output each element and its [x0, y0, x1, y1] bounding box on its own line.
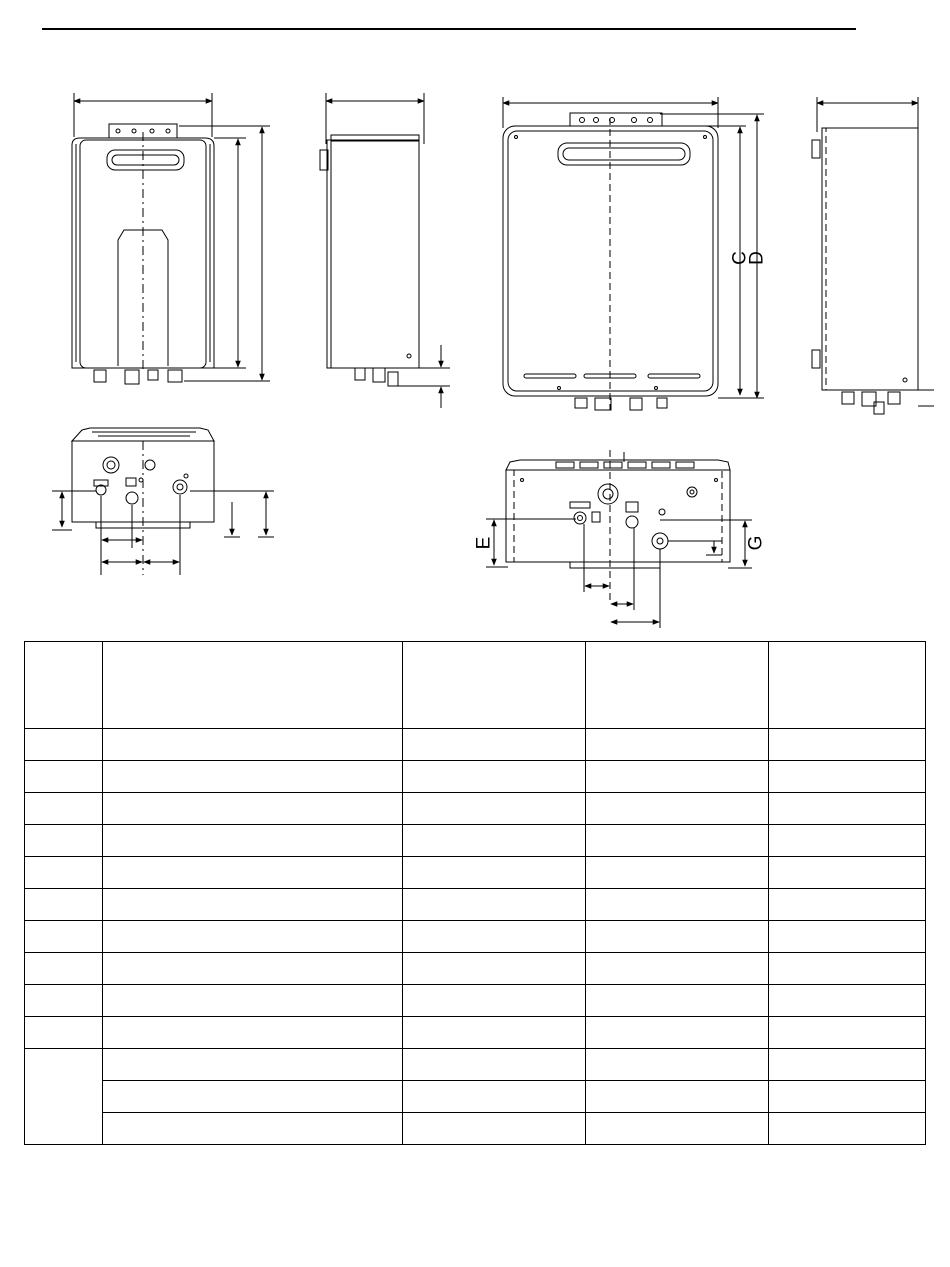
table-cell — [769, 825, 926, 857]
table-group-cell — [25, 1049, 103, 1145]
table-row — [25, 1017, 926, 1049]
table-cell — [403, 921, 586, 953]
table-cell — [103, 1113, 403, 1145]
table-cell — [25, 1017, 103, 1049]
table-cell — [103, 921, 403, 953]
table-row — [25, 793, 926, 825]
table-cell — [769, 953, 926, 985]
table-cell — [403, 825, 586, 857]
table-header-cell — [25, 642, 103, 729]
table-cell — [403, 1049, 586, 1081]
table-cell — [769, 1017, 926, 1049]
table-cell — [25, 825, 103, 857]
table-cell — [403, 729, 586, 761]
table-cell — [586, 1081, 769, 1113]
table-row — [25, 1081, 926, 1113]
table-cell — [586, 1049, 769, 1081]
table-cell — [586, 825, 769, 857]
table-cell — [403, 889, 586, 921]
table-cell — [586, 1113, 769, 1145]
table-cell — [103, 1081, 403, 1113]
table-cell — [103, 985, 403, 1017]
table-header-row — [25, 642, 926, 729]
specification-table — [24, 641, 926, 1145]
table-cell — [769, 761, 926, 793]
dimension-c-label: C — [729, 251, 751, 265]
table-cell — [25, 953, 103, 985]
table-cell — [25, 761, 103, 793]
table-cell — [103, 793, 403, 825]
dimension-e-label: E — [473, 536, 495, 550]
table-cell — [25, 793, 103, 825]
table-cell — [769, 793, 926, 825]
table-row — [25, 889, 926, 921]
table-cell — [586, 761, 769, 793]
table-cell — [769, 921, 926, 953]
table-header-cell — [403, 642, 586, 729]
table-cell — [25, 921, 103, 953]
table-cell — [586, 985, 769, 1017]
bottom-view-large — [486, 450, 752, 628]
table-row — [25, 761, 926, 793]
table-header-cell — [586, 642, 769, 729]
table-cell — [586, 1017, 769, 1049]
table-cell — [103, 889, 403, 921]
table-cell — [403, 793, 586, 825]
dimension-d-label: D — [746, 251, 768, 265]
front-view-small — [72, 93, 270, 384]
side-view-small — [320, 93, 450, 408]
table-cell — [103, 1049, 403, 1081]
table-header-cell — [103, 642, 403, 729]
table-cell — [25, 729, 103, 761]
table-cell — [769, 1049, 926, 1081]
dimension-g-label: G — [745, 535, 767, 551]
table-header-cell — [769, 642, 926, 729]
table-cell — [403, 953, 586, 985]
table-row — [25, 953, 926, 985]
table-row — [25, 729, 926, 761]
table-row — [25, 857, 926, 889]
table-cell — [586, 729, 769, 761]
table-cell — [103, 1017, 403, 1049]
table-cell — [25, 985, 103, 1017]
table-cell — [586, 889, 769, 921]
table-cell — [403, 857, 586, 889]
table-cell — [769, 1113, 926, 1145]
table-cell — [103, 761, 403, 793]
table-cell — [769, 729, 926, 761]
table-cell — [586, 793, 769, 825]
table-cell — [403, 1081, 586, 1113]
table-cell — [403, 1113, 586, 1145]
table-row — [25, 825, 926, 857]
table-cell — [103, 825, 403, 857]
table-cell — [103, 953, 403, 985]
table-cell — [769, 857, 926, 889]
table-cell — [586, 921, 769, 953]
bottom-view-small — [52, 428, 274, 575]
table-cell — [769, 985, 926, 1017]
table-row — [25, 985, 926, 1017]
table-cell — [25, 889, 103, 921]
table-cell — [769, 889, 926, 921]
table-row — [25, 1049, 926, 1081]
table-cell — [403, 761, 586, 793]
side-view-large — [812, 97, 934, 414]
table-cell — [769, 1081, 926, 1113]
table-row — [25, 921, 926, 953]
table-cell — [25, 857, 103, 889]
table-cell — [103, 729, 403, 761]
table-cell — [403, 1017, 586, 1049]
table-cell — [586, 857, 769, 889]
table-row — [25, 1113, 926, 1145]
front-view-large — [503, 97, 764, 410]
table-cell — [103, 857, 403, 889]
table-cell — [586, 953, 769, 985]
table-cell — [403, 985, 586, 1017]
